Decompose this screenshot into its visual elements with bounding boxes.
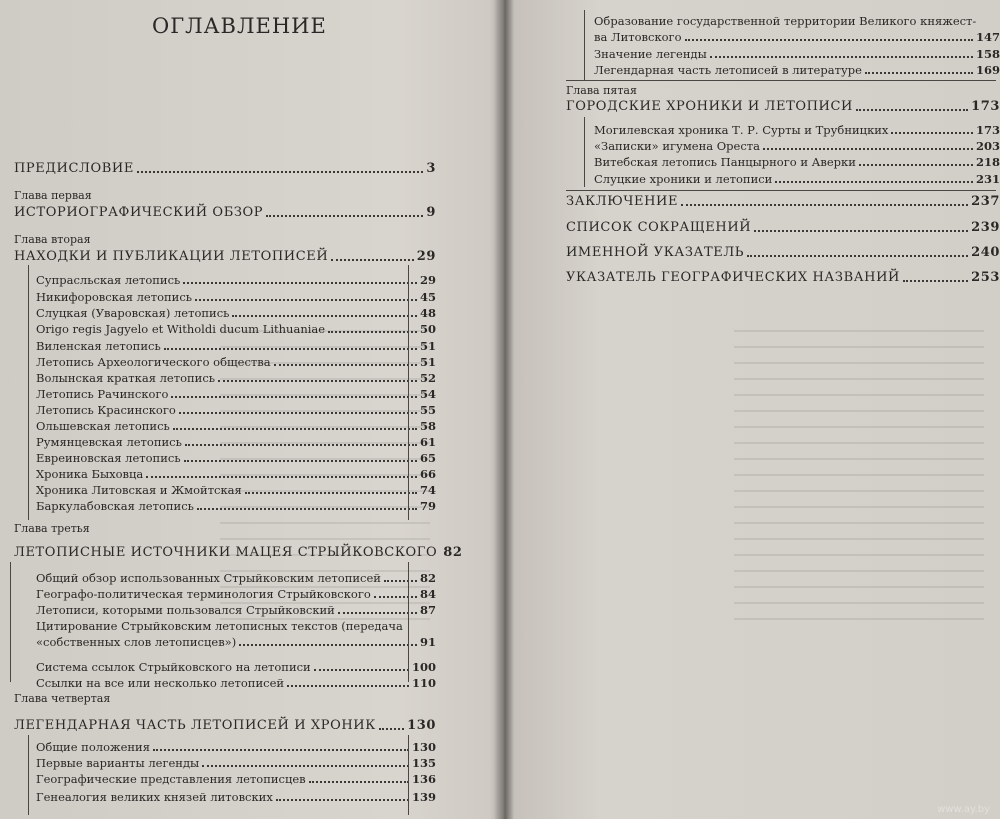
chapter-entry xyxy=(14,162,436,176)
toc-entry xyxy=(36,660,436,674)
toc-entry xyxy=(36,571,436,585)
column-rule xyxy=(10,562,11,682)
toc-entry xyxy=(36,772,436,786)
leader-dots xyxy=(891,132,973,134)
chapter-title: СПИСОК СОКРАЩЕНИЙ xyxy=(566,220,752,235)
chapter-title: ЛЕТОПИСНЫЕ ИСТОЧНИКИ МАЦЕЯ СТРЫЙКОВСКОГО xyxy=(14,545,438,560)
leader-dots xyxy=(681,204,968,206)
page-number: 100 xyxy=(411,660,436,674)
right-page xyxy=(514,0,1000,819)
toc-entry xyxy=(36,790,436,804)
page-number: 240 xyxy=(971,245,1000,260)
page-number: 169 xyxy=(975,63,1000,77)
toc-entry-title: Легендарная часть летописей в литературе xyxy=(594,63,862,77)
toc-entry xyxy=(36,483,436,497)
toc-entry-title: Географические представления летописцев xyxy=(36,772,306,786)
page-number: 173 xyxy=(971,99,1000,114)
leader-dots xyxy=(232,315,417,317)
toc-entry-title: Виленская летопись xyxy=(36,339,161,353)
page-number: 82 xyxy=(419,571,436,585)
page-number: 218 xyxy=(975,155,1000,169)
page-number: 29 xyxy=(416,249,436,264)
toc-entry xyxy=(36,322,436,336)
page-number: 48 xyxy=(419,306,436,320)
toc-entry-line: Цитирование Стрыйковским летописных текстов (передача xyxy=(36,619,403,633)
toc-entry xyxy=(594,30,1000,44)
chapter-entry xyxy=(566,221,1000,235)
toc-entry xyxy=(36,435,436,449)
toc-entry xyxy=(36,306,436,320)
leader-dots xyxy=(183,282,417,284)
section-rule xyxy=(566,190,996,191)
toc-entry-title: Евреиновская летопись xyxy=(36,451,181,465)
leader-dots xyxy=(195,299,417,301)
page-number: 130 xyxy=(407,718,436,733)
leader-dots xyxy=(775,181,973,183)
chapter-title: УКАЗАТЕЛЬ ГЕОГРАФИЧЕСКИХ НАЗВАНИЙ xyxy=(566,270,900,285)
toc-entry xyxy=(594,123,1000,137)
leader-dots xyxy=(379,728,404,730)
chapter-entry xyxy=(566,100,1000,114)
chapter-entry xyxy=(566,246,1000,260)
leader-dots xyxy=(276,799,409,801)
toc-entry xyxy=(36,339,436,353)
toc-entry-line: Образование государственной территории Великого княжест- xyxy=(594,14,977,28)
leader-dots xyxy=(865,72,973,74)
toc-entry xyxy=(594,139,1000,153)
column-rule xyxy=(584,10,585,80)
leader-dots xyxy=(859,164,973,166)
page-number: 51 xyxy=(419,355,436,369)
left-page xyxy=(0,0,496,819)
leader-dots xyxy=(218,380,417,382)
toc-entry xyxy=(36,603,436,617)
chapter-entry xyxy=(14,206,436,220)
page-number: 61 xyxy=(419,435,436,449)
page-number: 54 xyxy=(419,387,436,401)
leader-dots xyxy=(179,412,417,414)
page-number: 110 xyxy=(411,676,436,690)
toc-entry-title: Могилевская хроника Т. Р. Сурты и Трубницких xyxy=(594,123,889,137)
leader-dots xyxy=(287,685,409,687)
toc-entry-title: Летопись Рачинского xyxy=(36,387,169,401)
leader-dots xyxy=(754,230,968,232)
chapter-entry xyxy=(566,195,1000,209)
page-number: 173 xyxy=(975,123,1000,137)
leader-dots xyxy=(173,428,417,430)
toc-entry xyxy=(36,451,436,465)
toc-entry xyxy=(36,387,436,401)
page-number: 9 xyxy=(426,205,436,220)
chapter-entry xyxy=(14,250,436,264)
page-number: 50 xyxy=(419,322,436,336)
page-number: 66 xyxy=(419,467,436,481)
toc-entry-title: Значение легенды xyxy=(594,47,707,61)
page-number: 231 xyxy=(975,172,1000,186)
toc-entry-title: Генеалогия великих князей литовских xyxy=(36,790,273,804)
book-gutter xyxy=(494,0,514,819)
leader-dots xyxy=(903,280,968,282)
page-number: 74 xyxy=(419,483,436,497)
toc-entry-title: Общие положения xyxy=(36,740,150,754)
page-number: 158 xyxy=(975,47,1000,61)
leader-dots xyxy=(146,476,417,478)
leader-dots xyxy=(685,39,973,41)
chapter-entry xyxy=(14,719,436,733)
leader-dots xyxy=(309,781,409,783)
leader-dots xyxy=(384,580,417,582)
section-rule xyxy=(566,80,996,81)
page-number: 203 xyxy=(975,139,1000,153)
toc-entry-title: Слуцкая (Уваровская) летопись xyxy=(36,306,230,320)
toc-entry-title: Супрасльская летопись xyxy=(36,273,181,287)
toc-entry-title: Слуцкие хроники и летописи xyxy=(594,172,773,186)
page-number: 239 xyxy=(971,220,1000,235)
page-number: 51 xyxy=(419,339,436,353)
chapter-title: ИСТОРИОГРАФИЧЕСКИЙ ОБЗОР xyxy=(14,205,264,220)
toc-entry xyxy=(594,155,1000,169)
watermark: www.ay.by xyxy=(937,804,990,815)
toc-entry-title: Общий обзор использованных Стрыйковским летописей xyxy=(36,571,381,585)
leader-dots xyxy=(185,444,417,446)
leader-dots xyxy=(164,348,417,350)
page-number: 79 xyxy=(419,499,436,513)
toc-entry xyxy=(36,371,436,385)
leader-dots xyxy=(239,644,417,646)
leader-dots xyxy=(153,749,409,751)
leader-dots xyxy=(266,215,423,217)
leader-dots xyxy=(328,331,417,333)
page-number: 139 xyxy=(411,790,436,804)
column-rule xyxy=(28,735,29,815)
chapter-number-label: Глава третья xyxy=(14,522,90,535)
toc-entry xyxy=(36,290,436,304)
leader-dots xyxy=(184,460,417,462)
chapter-number-label: Глава первая xyxy=(14,189,92,202)
toc-entry xyxy=(594,47,1000,61)
column-rule xyxy=(584,117,585,187)
toc-entry xyxy=(36,740,436,754)
toc-entry xyxy=(36,355,436,369)
toc-entry xyxy=(36,635,436,649)
chapter-title: ЛЕГЕНДАРНАЯ ЧАСТЬ ЛЕТОПИСЕЙ И ХРОНИК xyxy=(14,718,376,733)
toc-entry-title: Летописи, которыми пользовался Стрыйковский xyxy=(36,603,335,617)
page-number: 91 xyxy=(419,635,436,649)
toc-entry-title: Хроника Быховца xyxy=(36,467,144,481)
page-number: 45 xyxy=(419,290,436,304)
leader-dots xyxy=(856,109,968,111)
chapter-title: НАХОДКИ И ПУБЛИКАЦИИ ЛЕТОПИСЕЙ xyxy=(14,249,329,264)
leader-dots xyxy=(331,259,413,261)
toc-entry xyxy=(594,172,1000,186)
page-number: 52 xyxy=(419,371,436,385)
page-number: 58 xyxy=(419,419,436,433)
leader-dots xyxy=(763,148,973,150)
leader-dots xyxy=(137,171,423,173)
column-rule xyxy=(408,735,409,815)
toc-entry xyxy=(36,499,436,513)
page-number: 82 xyxy=(443,545,463,560)
leader-dots xyxy=(171,396,417,398)
page-number: 253 xyxy=(971,270,1000,285)
column-rule xyxy=(408,562,409,682)
toc-entry-title: Ольшевская летопись xyxy=(36,419,170,433)
toc-entry-title: Летопись Археологического общества xyxy=(36,355,271,369)
chapter-title: ГОРОДСКИЕ ХРОНИКИ И ЛЕТОПИСИ xyxy=(566,99,853,114)
leader-dots xyxy=(274,364,417,366)
page-number: 3 xyxy=(426,161,436,176)
toc-entry-title: Летопись Красинского xyxy=(36,403,176,417)
leader-dots xyxy=(197,508,417,510)
page-number: 29 xyxy=(419,273,436,287)
chapter-number-label: Глава четвертая xyxy=(14,692,111,705)
toc-title: ОГЛАВЛЕНИЕ xyxy=(152,14,327,38)
chapter-number-label: Глава вторая xyxy=(14,233,91,246)
page-number: 65 xyxy=(419,451,436,465)
toc-entry-title: ва Литовского xyxy=(594,30,682,44)
toc-entry-title: Витебская летопись Панцырного и Аверки xyxy=(594,155,856,169)
leader-dots xyxy=(338,612,417,614)
leader-dots xyxy=(314,669,409,671)
toc-entry-title: Первые варианты легенды xyxy=(36,756,200,770)
toc-entry xyxy=(36,273,436,287)
toc-entry-title: Хроника Литовская и Жмойтская xyxy=(36,483,242,497)
toc-entry xyxy=(36,676,436,690)
toc-entry-title: Ссылки на все или несколько летописей xyxy=(36,676,285,690)
chapter-entry xyxy=(566,271,1000,285)
column-rule xyxy=(28,265,29,520)
chapter-number-label: Глава пятая xyxy=(566,84,637,97)
toc-entry-title: Система ссылок Стрыйковского на летописи xyxy=(36,660,311,674)
toc-entry-title: Никифоровская летопись xyxy=(36,290,193,304)
toc-entry xyxy=(594,63,1000,77)
leader-dots xyxy=(374,596,417,598)
chapter-title: ИМЕННОЙ УКАЗАТЕЛЬ xyxy=(566,245,745,260)
leader-dots xyxy=(710,56,973,58)
show-through-text xyxy=(734,330,984,630)
toc-entry xyxy=(36,403,436,417)
leader-dots xyxy=(202,765,409,767)
page-number: 84 xyxy=(419,587,436,601)
toc-entry-title: Origo regis Jagyelo et Witholdi ducum Lithuaniae xyxy=(36,322,326,336)
leader-dots xyxy=(747,255,968,257)
toc-entry-title: «собственных слов летописцев») xyxy=(36,635,237,649)
chapter-title: ПРЕДИСЛОВИЕ xyxy=(14,161,134,176)
toc-entry xyxy=(36,419,436,433)
leader-dots xyxy=(245,492,417,494)
toc-entry-title: Географо-политическая терминология Стрыйковского xyxy=(36,587,371,601)
toc-entry-title: Волынская краткая летопись xyxy=(36,371,216,385)
toc-entry-title: Румянцевская летопись xyxy=(36,435,182,449)
chapter-title: ЗАКЛЮЧЕНИЕ xyxy=(566,194,679,209)
page-number: 87 xyxy=(419,603,436,617)
toc-entry xyxy=(36,756,436,770)
toc-entry xyxy=(36,467,436,481)
toc-entry-title: Баркулабовская летопись xyxy=(36,499,194,513)
page-number: 135 xyxy=(411,756,436,770)
chapter-entry xyxy=(14,545,463,560)
toc-entry-title: «Записки» игумена Ореста xyxy=(594,139,761,153)
page-number: 147 xyxy=(975,30,1000,44)
page-number: 130 xyxy=(411,740,436,754)
page-number: 237 xyxy=(971,194,1000,209)
toc-entry xyxy=(36,587,436,601)
page-number: 55 xyxy=(419,403,436,417)
page-number: 136 xyxy=(411,772,436,786)
column-rule xyxy=(408,265,409,520)
